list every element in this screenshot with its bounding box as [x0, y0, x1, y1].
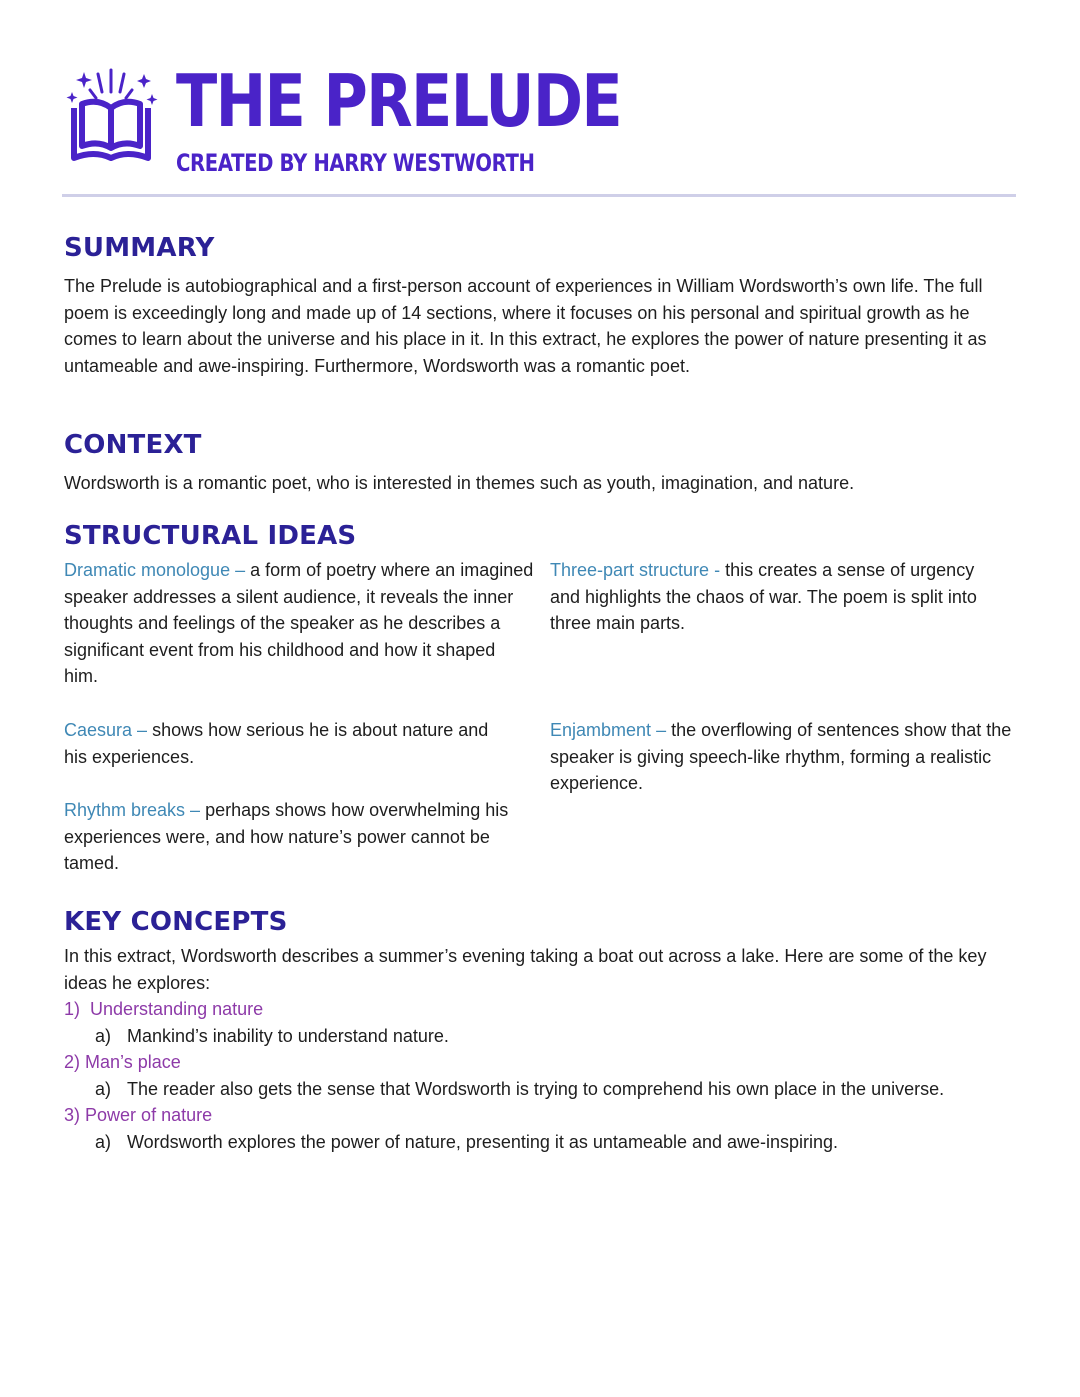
concept-subitem [64, 1023, 1016, 1050]
open-book-icon [64, 66, 158, 164]
list-letter: a) [95, 1078, 112, 1099]
page-subtitle: CREATED BY HARRY WESTWORTH [176, 149, 535, 177]
summary-text: The Prelude is autobiographical and a first-person account of experiences in William Wordsworth’s own life. The full poem is exceedingly long and made up of 14 sections, where it focuses on his personal and spiritual growth as he comes to learn about the universe and his place in it. In this extract, he explores the power of nature presenting it as untameable and awe-inspiring. Furthermore, Wordsworth was a romantic poet. [64, 276, 987, 376]
structural-description: this creates a sense of urgency and highlights the chaos of war. The poem is split into three main parts. [550, 560, 977, 633]
structural-term: Rhythm breaks [64, 800, 186, 820]
context-text: Wordsworth is a romantic poet, who is interested in themes such as youth, imagination, and nature. [64, 473, 855, 493]
list-number: 1) [64, 999, 81, 1019]
key-concepts-list [64, 996, 1016, 1155]
structural-ideas-section [64, 521, 1016, 881]
list-number: 2) [64, 1052, 81, 1072]
concept-title [64, 996, 1016, 1023]
key-concepts-intro: In this extract, Wordsworth describes a summer’s evening taking a boat out across a lake. Here are some of the key ideas he explores: [64, 946, 987, 993]
structural-description: the overflowing of sentences show that the speaker is giving speech-like rhythm, forming a realistic experience. [550, 720, 1012, 793]
summary-section [64, 233, 1016, 379]
concept-subitem-text: The reader also gets the sense that Wordsworth is trying to comprehend his own place in the universe. [127, 1078, 945, 1099]
summary-heading: SUMMARY [64, 233, 215, 263]
list-item [64, 1049, 1016, 1102]
context-heading: CONTEXT [64, 430, 202, 460]
list-item [64, 1102, 1016, 1155]
list-number: 3) [64, 1105, 81, 1125]
structural-term: Three-part structure [550, 560, 710, 580]
structural-description: perhaps shows how overwhelming his experiences were, and how nature’s power cannot be tamed. [64, 800, 509, 873]
concept-subitem-text: Wordsworth explores the power of nature, presenting it as untameable and awe-inspiring. [127, 1131, 839, 1152]
concept-title-text: Power of nature [85, 1105, 213, 1125]
term-separator: – [230, 560, 251, 580]
structural-item [550, 717, 1016, 797]
key-concepts-section [64, 907, 1016, 1155]
concept-title [64, 1102, 1016, 1129]
key-concepts-heading: KEY CONCEPTS [64, 907, 288, 937]
context-section [64, 430, 1016, 497]
structural-description: shows how serious he is about nature and his experiences. [64, 720, 489, 767]
structural-ideas-heading: STRUCTURAL IDEAS [64, 521, 357, 551]
concept-title [64, 1049, 1016, 1076]
structural-item [64, 717, 514, 770]
term-separator: - [709, 560, 726, 580]
page-title: THE PRELUDE [176, 59, 621, 143]
term-separator: – [132, 720, 153, 740]
concept-title-text: Understanding nature [90, 999, 264, 1019]
structural-item [64, 557, 534, 690]
structural-item [64, 797, 540, 877]
header-divider [62, 194, 1016, 197]
list-letter: a) [95, 1131, 112, 1152]
concept-subitem [64, 1076, 1007, 1103]
list-item [64, 996, 1016, 1049]
concept-subitem [64, 1129, 1016, 1156]
structural-term: Dramatic monologue [64, 560, 231, 580]
list-letter: a) [95, 1025, 112, 1046]
term-separator: – [651, 720, 672, 740]
structural-description: a form of poetry where an imagined speaker addresses a silent audience, it reveals the inner thoughts and feelings of the speaker as he describes a significant event from his childhood and how it shaped him. [64, 560, 534, 686]
structural-term: Caesura [64, 720, 133, 740]
structural-term: Enjambment [550, 720, 652, 740]
structural-item [550, 557, 1000, 637]
page-header [64, 58, 1016, 198]
concept-title-text: Man’s place [85, 1052, 181, 1072]
concept-subitem-text: Mankind’s inability to understand nature. [127, 1025, 449, 1046]
term-separator: – [185, 800, 206, 820]
